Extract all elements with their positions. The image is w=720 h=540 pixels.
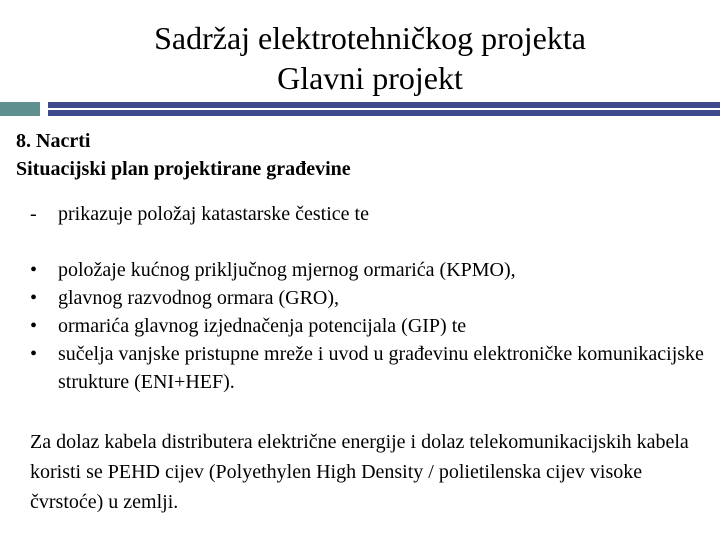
slide-title [0, 18, 720, 98]
dash-list-item [30, 200, 369, 228]
accent-bar-right [48, 102, 720, 116]
list-item-text: ormarića glavnog izjednačenja potencijala (GIP) te [58, 315, 467, 337]
section-heading [16, 127, 351, 183]
slide-title-line-1: Sadržaj elektrotehničkog projekta [154, 20, 586, 56]
body-paragraph: Za dolaz kabela distributera električne energije i dolaz telekomunikacijskih kabela koristi se PEHD cijev (Polyethylen High Density / polietilenska cijev visoke čvrstoće) u zemlji. [30, 431, 689, 513]
slide-title-line-2: Glavni projekt [277, 60, 463, 96]
list-item [30, 256, 710, 284]
bullet-marker: • [30, 287, 38, 309]
bullet-marker: • [30, 259, 38, 281]
dash-item-text: prikazuje položaj katastarske čestice te [58, 203, 369, 225]
accent-bar-left [0, 102, 40, 116]
list-item [30, 340, 710, 396]
bullet-list [30, 256, 710, 396]
list-item-text: položaje kućnog priključnog mjernog ormarića (KPMO), [58, 259, 516, 281]
bullet-marker: • [30, 315, 38, 337]
list-item-text: sučelja vanjske pristupne mreže i uvod u građevinu elektroničke komunikacijske strukture (ENI+HEF). [58, 343, 704, 393]
list-item [30, 312, 710, 340]
section-heading-line-2: Situacijski plan projektirane građevine [16, 158, 351, 180]
dash-marker: - [30, 203, 37, 225]
list-item-text: glavnog razvodnog ormara (GRO), [58, 287, 340, 309]
section-heading-line-1: 8. Nacrti [16, 130, 91, 152]
list-item [30, 284, 710, 312]
bullet-marker: • [30, 343, 38, 365]
